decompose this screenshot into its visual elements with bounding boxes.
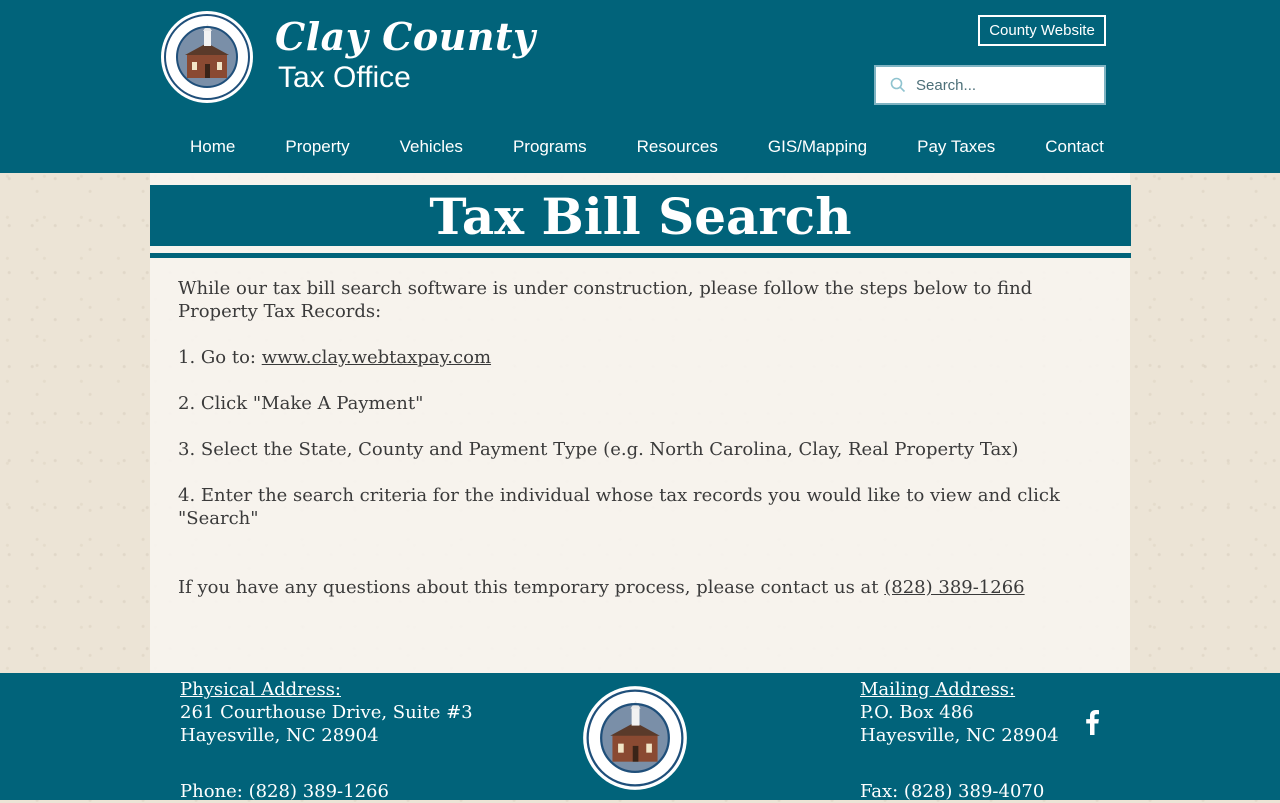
- nav-item-gis-mapping[interactable]: GIS/Mapping: [767, 137, 868, 156]
- mailing-address-heading: Mailing Address:: [860, 679, 1016, 700]
- title-divider: [150, 253, 1131, 258]
- mailing-address: [860, 678, 1059, 747]
- nav-item-resources[interactable]: Resources: [636, 137, 718, 156]
- instructions: [178, 277, 1098, 599]
- site-header: [0, 0, 1280, 173]
- county-website-button[interactable]: County Website: [978, 15, 1106, 46]
- step-3: 3. Select the State, County and Payment Type (e.g. North Carolina, Clay, Real Property Tax): [178, 439, 1019, 460]
- main-nav: [165, 137, 1129, 157]
- physical-address-line2: Hayesville, NC 28904: [180, 725, 379, 746]
- nav-item-pay-taxes[interactable]: Pay Taxes: [917, 137, 996, 156]
- page-title: Tax Bill Search: [150, 185, 1131, 246]
- facebook-icon[interactable]: [1082, 709, 1102, 735]
- site-footer: [0, 673, 1280, 800]
- nav-item-home[interactable]: Home: [190, 137, 236, 156]
- mailing-address-line2: Hayesville, NC 28904: [860, 725, 1059, 746]
- nav-item-contact[interactable]: Contact: [1045, 137, 1104, 156]
- step-2: 2. Click "Make A Payment": [178, 393, 424, 414]
- physical-address: [180, 678, 473, 747]
- search-box[interactable]: [874, 65, 1106, 105]
- footer-fax: Fax: (828) 389-4070: [860, 781, 1045, 802]
- intro-text: While our tax bill search software is under construction, please follow the steps below to find Property Tax Records:: [178, 278, 1033, 322]
- county-seal-logo[interactable]: [160, 10, 254, 104]
- contact-prefix: If you have any questions about this temporary process, please contact us at: [178, 577, 885, 598]
- physical-address-heading: Physical Address:: [180, 679, 341, 700]
- nav-item-property[interactable]: Property: [285, 137, 350, 156]
- site-title[interactable]: Clay County: [275, 14, 536, 59]
- step-1-prefix: 1. Go to:: [178, 347, 262, 368]
- search-icon: [890, 77, 906, 93]
- mailing-address-line1: P.O. Box 486: [860, 702, 974, 723]
- physical-address-line1: 261 Courthouse Drive, Suite #3: [180, 702, 473, 723]
- contact-phone-link[interactable]: (828) 389-1266: [884, 577, 1025, 598]
- site-subtitle[interactable]: Tax Office: [278, 61, 411, 94]
- webtaxpay-link[interactable]: www.clay.webtaxpay.com: [261, 347, 492, 368]
- nav-item-vehicles[interactable]: Vehicles: [399, 137, 463, 156]
- footer-phone: Phone: (828) 389-1266: [180, 781, 389, 802]
- contact-line: [178, 576, 1098, 599]
- search-input[interactable]: [914, 76, 1098, 95]
- nav-item-programs[interactable]: Programs: [512, 137, 587, 156]
- footer-seal-logo: [582, 685, 688, 791]
- step-1: [178, 346, 1098, 369]
- step-4: 4. Enter the search criteria for the individual whose tax records you would like to view and click "Search": [178, 485, 1060, 529]
